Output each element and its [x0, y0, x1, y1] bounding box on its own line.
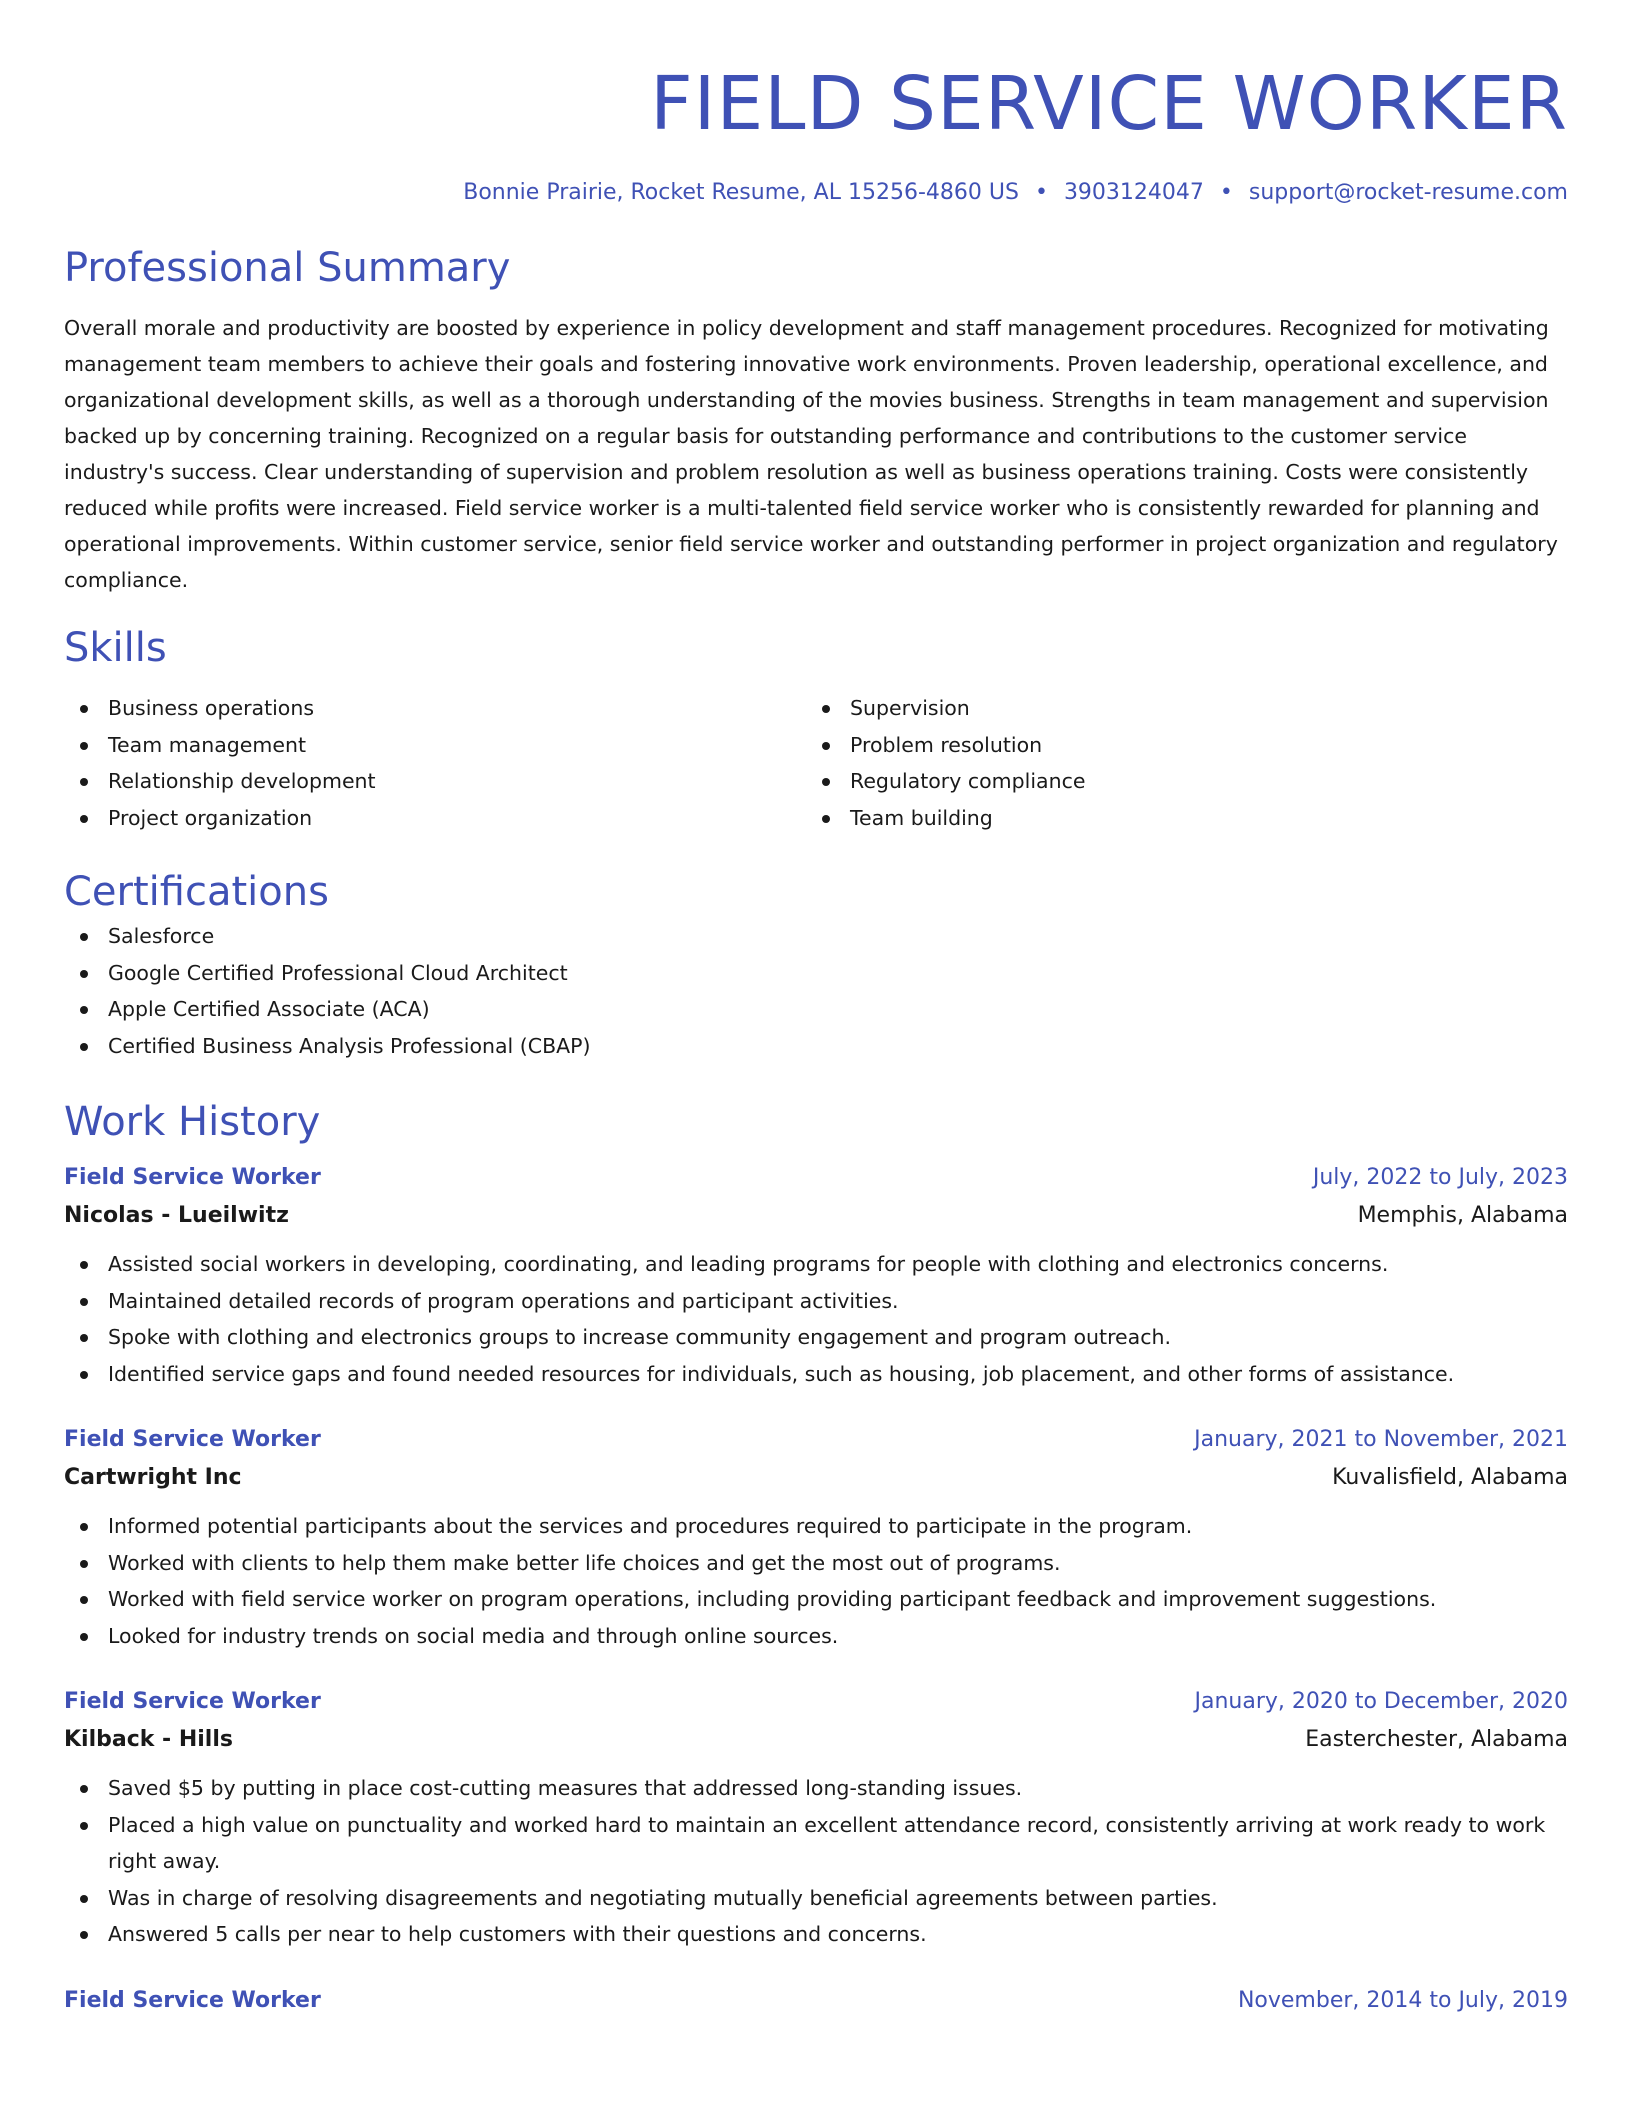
certifications-list	[64, 918, 1568, 1064]
resume-page	[64, 0, 1568, 2017]
skill-item: Team management	[64, 727, 806, 764]
job-duty-item: Informed potential participants about the services and procedures required to participate in the program.	[64, 1508, 1568, 1545]
skills-list-left	[64, 690, 806, 836]
job-company: Kilback - Hills	[64, 1727, 233, 1752]
job-duty-item: Identified service gaps and found needed resources for individuals, such as housing, job placement, and other forms of assistance.	[64, 1356, 1568, 1393]
job-location: Easterchester, Alabama	[1305, 1727, 1568, 1752]
job-dates: November, 2014 to July, 2019	[1237, 1987, 1568, 2013]
job-location: Memphis, Alabama	[1357, 1203, 1568, 1228]
contact-separator: •	[1219, 180, 1233, 205]
job-title: Field Service Worker	[64, 1987, 321, 2013]
certification-item: Apple Certified Associate (ACA)	[64, 991, 1568, 1028]
job-duty-item: Was in charge of resolving disagreements and negotiating mutually beneficial agreements between parties.	[64, 1880, 1568, 1917]
job-duty-item: Answered 5 calls per near to help customers with their questions and concerns.	[64, 1916, 1568, 1953]
job-company: Cartwright Inc	[64, 1465, 242, 1490]
certification-item: Salesforce	[64, 918, 1568, 955]
job-entry	[64, 1985, 1568, 2017]
skill-item: Relationship development	[64, 763, 806, 800]
job-duty-item: Saved $5 by putting in place cost-cutting measures that addressed long-standing issues.	[64, 1770, 1568, 1807]
contact-phone[interactable]: 3903124047	[1063, 180, 1204, 205]
job-duty-item: Assisted social workers in developing, coordinating, and leading programs for people with clothing and electronics concerns.	[64, 1246, 1568, 1283]
job-duty-item: Looked for industry trends on social media and through online sources.	[64, 1618, 1568, 1655]
job-entry	[64, 1686, 1568, 1953]
resume-name: FIELD SERVICE WORKER	[650, 61, 1568, 147]
job-dates: January, 2020 to December, 2020	[1194, 1689, 1568, 1714]
skill-item: Project organization	[64, 800, 806, 837]
skill-item: Regulatory compliance	[806, 763, 1548, 800]
skills-list-right	[806, 690, 1548, 836]
job-entry	[64, 1162, 1568, 1392]
contact-address: Bonnie Prairie, Rocket Resume, AL 15256-4860 US	[463, 180, 1019, 205]
job-title: Field Service Worker	[64, 1427, 321, 1452]
contact-email[interactable]: support@rocket-resume.com	[1248, 180, 1568, 205]
job-duties	[64, 1246, 1568, 1392]
job-title: Field Service Worker	[64, 1689, 321, 1714]
skills-columns	[64, 690, 1568, 836]
contact-line	[64, 178, 1568, 208]
job-duty-item: Placed a high value on punctuality and worked hard to maintain an excellent attendance record, consistently arriving at work ready to work right away.	[64, 1807, 1568, 1880]
job-location: Kuvalisfield, Alabama	[1332, 1465, 1568, 1490]
job-duties	[64, 1508, 1568, 1654]
summary-text: Overall morale and productivity are boosted by experience in policy development and staff management procedures. Recognized for motivating management team members to achieve their goals and fostering innovative work environments. Proven leadership, operational excellence, and organizational development skills, as well as a thorough understanding of the movies business. Strengths in team management and supervision backed up by concerning training. Recognized on a regular basis for outstanding performance and contributions to the customer service industry's success. Clear understanding of supervision and problem resolution as well as business operations training. Costs were consistently reduced while profits were increased. Field service worker is a multi-talented field service worker who is consistently rewarded for planning and operational improvements. Within customer service, senior field service worker and outstanding performer in project organization and regulatory compliance.	[64, 316, 1558, 592]
job-duty-item: Worked with clients to help them make better life choices and get the most out of programs.	[64, 1545, 1568, 1582]
skill-item: Team building	[806, 800, 1548, 837]
job-entry	[64, 1424, 1568, 1654]
job-duties	[64, 1770, 1568, 1953]
job-duty-item: Worked with field service worker on program operations, including providing participant feedback and improvement suggestions.	[64, 1581, 1568, 1618]
work-history-heading: Work History	[64, 1099, 321, 1145]
certifications-heading: Certifications	[64, 869, 329, 915]
job-duty-item: Maintained detailed records of program operations and participant activities.	[64, 1283, 1568, 1320]
certification-item: Google Certified Professional Cloud Architect	[64, 955, 1568, 992]
job-dates: July, 2022 to July, 2023	[1312, 1165, 1568, 1190]
certification-item: Certified Business Analysis Professional (CBAP)	[64, 1028, 1568, 1065]
contact-separator: •	[1034, 180, 1048, 205]
job-company: Nicolas - Lueilwitz	[64, 1203, 289, 1228]
job-duty-item: Spoke with clothing and electronics groups to increase community engagement and program outreach.	[64, 1319, 1568, 1356]
skill-item: Business operations	[64, 690, 806, 727]
job-title: Field Service Worker	[64, 1165, 321, 1190]
job-dates: January, 2021 to November, 2021	[1194, 1427, 1568, 1452]
summary-heading: Professional Summary	[64, 245, 511, 291]
skills-heading: Skills	[64, 625, 167, 671]
skill-item: Problem resolution	[806, 727, 1548, 764]
skill-item: Supervision	[806, 690, 1548, 727]
